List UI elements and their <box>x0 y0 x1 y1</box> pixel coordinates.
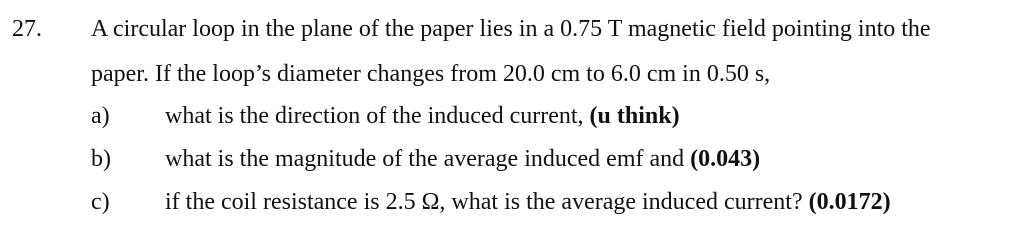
part-c-question: if the coil resistance is 2.5 Ω, what is the average induced current? <box>165 189 809 215</box>
question-number: 27. <box>12 16 42 42</box>
part-c-answer: (0.0172) <box>808 189 891 215</box>
question-stem-line-1: A circular loop in the plane of the paper lies in a 0.75 T magnetic field pointing into the <box>91 16 931 42</box>
question-stem-line-2: paper. If the loop’s diameter changes from 20.0 cm to 6.0 cm in 0.50 s, <box>91 61 771 87</box>
part-a-answer: (u think) <box>589 103 680 129</box>
part-b-label: b) <box>91 146 111 172</box>
part-b-question: what is the magnitude of the average induced emf and <box>165 146 691 172</box>
part-a-label: a) <box>91 103 110 129</box>
part-a <box>0 104 1018 134</box>
part-b <box>0 147 1018 177</box>
part-b-answer: (0.043) <box>690 146 761 172</box>
part-a-question: what is the direction of the induced current, <box>165 103 590 129</box>
part-c <box>0 190 1018 220</box>
part-a-text <box>165 104 680 128</box>
part-c-text <box>165 190 891 214</box>
part-b-text <box>165 147 760 171</box>
part-c-label: c) <box>91 189 110 215</box>
